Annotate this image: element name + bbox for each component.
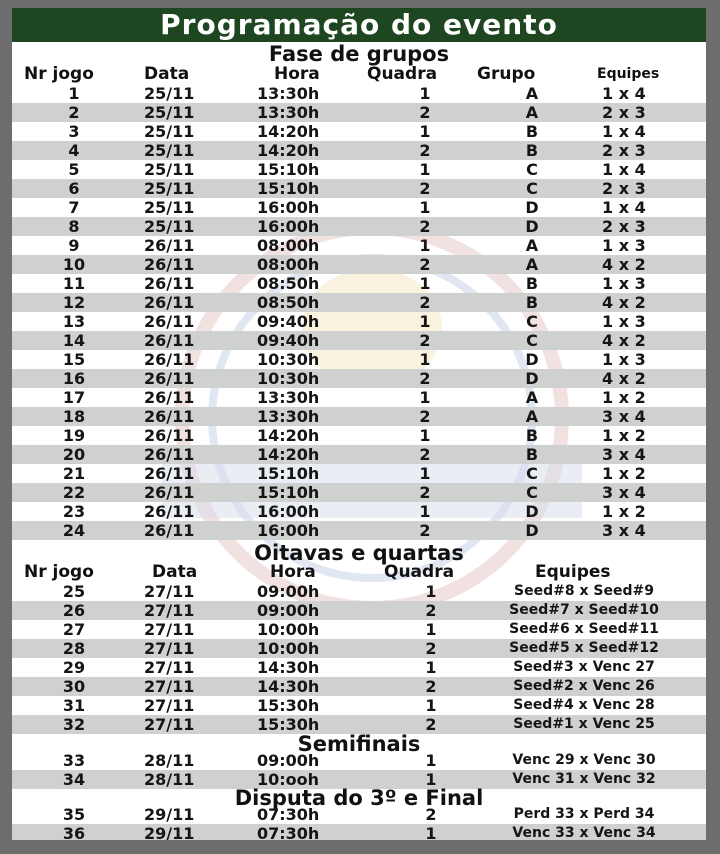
cell-date: 26/11 — [144, 255, 195, 274]
cell-date: 26/11 — [144, 445, 195, 464]
table-row — [12, 369, 706, 388]
cell-court: 1 — [419, 236, 431, 255]
cell-teams: Seed#6 x Seed#11 — [509, 621, 659, 637]
cell-game: 1 — [68, 84, 80, 103]
table-row — [12, 236, 706, 255]
cell-group: D — [525, 369, 539, 388]
cell-teams: 2 x 3 — [602, 141, 646, 160]
cell-teams: 1 x 4 — [602, 198, 646, 217]
cell-game: 19 — [62, 426, 86, 445]
cell-date: 29/11 — [144, 824, 195, 840]
table-row — [12, 677, 706, 696]
cell-court: 2 — [419, 445, 431, 464]
cell-game: 4 — [68, 141, 80, 160]
cell-court: 1 — [419, 426, 431, 445]
col-time: Hora — [274, 64, 320, 84]
cell-teams: 1 x 4 — [602, 122, 646, 141]
table-row — [12, 620, 706, 639]
cell-time: 08:00h — [257, 236, 320, 255]
cell-group: D — [525, 217, 539, 236]
cell-date: 25/11 — [144, 122, 195, 141]
cell-game: 2 — [68, 103, 80, 122]
table-row — [12, 824, 706, 840]
table-row — [12, 198, 706, 217]
table-row — [12, 388, 706, 407]
cell-date: 25/11 — [144, 84, 195, 103]
cell-teams: 4 x 2 — [602, 369, 646, 388]
cell-game: 17 — [62, 388, 86, 407]
cell-time: 16:00h — [257, 521, 320, 540]
cell-court: 2 — [425, 639, 437, 658]
cell-court: 1 — [419, 160, 431, 179]
cell-date: 26/11 — [144, 483, 195, 502]
cell-group: D — [525, 502, 539, 521]
cell-game: 9 — [68, 236, 80, 255]
cell-game: 16 — [62, 369, 86, 388]
table-row — [12, 601, 706, 620]
cell-court: 1 — [425, 658, 437, 677]
cell-date: 26/11 — [144, 331, 195, 350]
table-row — [12, 658, 706, 677]
cell-time: 15:10h — [257, 179, 320, 198]
cell-teams: 1 x 2 — [602, 502, 646, 521]
cell-court: 2 — [425, 805, 437, 824]
cell-group: C — [526, 464, 538, 483]
cell-court: 1 — [419, 312, 431, 331]
table-row — [12, 331, 706, 350]
cell-court: 2 — [419, 407, 431, 426]
cell-date: 26/11 — [144, 274, 195, 293]
col-teams: Equipes — [535, 562, 611, 582]
cell-time: 14:20h — [257, 122, 320, 141]
table-row — [12, 141, 706, 160]
cell-time: 13:30h — [257, 84, 320, 103]
table-row — [12, 805, 706, 824]
cell-date: 25/11 — [144, 103, 195, 122]
cell-time: 15:10h — [257, 160, 320, 179]
table-row — [12, 426, 706, 445]
cell-group: C — [526, 160, 538, 179]
cell-teams: 1 x 4 — [602, 84, 646, 103]
cell-game: 15 — [62, 350, 86, 369]
cell-date: 27/11 — [144, 677, 195, 696]
cell-time: 16:00h — [257, 502, 320, 521]
cell-date: 26/11 — [144, 236, 195, 255]
table-row — [12, 407, 706, 426]
cell-court: 1 — [419, 502, 431, 521]
cell-teams: Venc 29 x Venc 30 — [512, 752, 656, 768]
cell-game: 25 — [62, 582, 86, 601]
cell-court: 2 — [419, 521, 431, 540]
table-row — [12, 696, 706, 715]
cell-date: 25/11 — [144, 179, 195, 198]
cell-game: 36 — [62, 824, 86, 840]
semifinals-rows — [12, 751, 706, 789]
cell-date: 25/11 — [144, 217, 195, 236]
cell-time: 07:30h — [257, 824, 320, 840]
cell-date: 27/11 — [144, 715, 195, 734]
cell-time: 10:00h — [257, 620, 320, 639]
table-row — [12, 217, 706, 236]
cell-time: 13:30h — [257, 103, 320, 122]
cell-time: 14:20h — [257, 141, 320, 160]
table-row — [12, 464, 706, 483]
cell-teams: Seed#5 x Seed#12 — [509, 640, 659, 656]
cell-group: A — [525, 407, 539, 426]
cell-teams: Seed#8 x Seed#9 — [514, 583, 654, 599]
cell-court: 1 — [419, 274, 431, 293]
cell-date: 26/11 — [144, 521, 195, 540]
cell-game: 33 — [62, 751, 86, 770]
cell-teams: Seed#4 x Venc 28 — [513, 697, 655, 713]
cell-group: C — [526, 483, 538, 502]
page-title: Programação do evento — [160, 8, 558, 41]
cell-time: 14:20h — [257, 445, 320, 464]
cell-teams: 1 x 2 — [602, 388, 646, 407]
cell-date: 27/11 — [144, 639, 195, 658]
cell-date: 27/11 — [144, 601, 195, 620]
cell-date: 29/11 — [144, 805, 195, 824]
table-row — [12, 274, 706, 293]
cell-time: 07:30h — [257, 805, 320, 824]
cell-game: 3 — [68, 122, 80, 141]
cell-teams: Perd 33 x Perd 34 — [513, 806, 655, 822]
col-date: Data — [152, 562, 198, 582]
cell-date: 26/11 — [144, 293, 195, 312]
table-row — [12, 639, 706, 658]
cell-date: 25/11 — [144, 198, 195, 217]
schedule-sheet — [12, 8, 706, 840]
cell-court: 2 — [419, 255, 431, 274]
cell-game: 10 — [62, 255, 86, 274]
cell-time: 10:30h — [257, 369, 320, 388]
cell-teams: 3 x 4 — [602, 407, 646, 426]
col-time: Hora — [270, 562, 316, 582]
cell-court: 1 — [419, 84, 431, 103]
cell-group: B — [525, 274, 539, 293]
knockout-title: Oitavas e quartas — [254, 541, 464, 565]
cell-teams: 2 x 3 — [602, 217, 646, 236]
cell-time: 09:00h — [257, 601, 320, 620]
cell-game: 28 — [62, 639, 86, 658]
cell-date: 26/11 — [144, 426, 195, 445]
group-stage-rows — [12, 84, 706, 540]
cell-court: 1 — [425, 696, 437, 715]
cell-time: 09:00h — [257, 582, 320, 601]
cell-group: C — [526, 331, 538, 350]
cell-date: 26/11 — [144, 350, 195, 369]
cell-teams: 1 x 3 — [602, 236, 646, 255]
cell-group: B — [525, 426, 539, 445]
col-court: Quadra — [384, 562, 455, 582]
cell-time: 09:00h — [257, 751, 320, 770]
cell-teams: 3 x 4 — [602, 445, 646, 464]
semifinals-title: Semifinais — [297, 732, 421, 756]
cell-game: 34 — [62, 770, 86, 789]
cell-game: 23 — [62, 502, 86, 521]
cell-court: 2 — [419, 293, 431, 312]
cell-court: 1 — [419, 198, 431, 217]
table-row — [12, 103, 706, 122]
cell-time: 15:10h — [257, 464, 320, 483]
cell-teams: 2 x 3 — [602, 103, 646, 122]
cell-game: 21 — [62, 464, 86, 483]
cell-court: 2 — [419, 483, 431, 502]
table-row — [12, 521, 706, 540]
cell-court: 1 — [425, 620, 437, 639]
cell-date: 26/11 — [144, 407, 195, 426]
cell-teams: Seed#3 x Venc 27 — [513, 659, 655, 675]
cell-game: 5 — [68, 160, 80, 179]
cell-game: 8 — [68, 217, 80, 236]
cell-time: 13:30h — [257, 388, 320, 407]
cell-court: 1 — [425, 751, 437, 770]
table-row — [12, 751, 706, 770]
cell-date: 26/11 — [144, 464, 195, 483]
cell-court: 1 — [425, 770, 437, 789]
table-row — [12, 483, 706, 502]
col-court: Quadra — [367, 64, 438, 84]
cell-court: 2 — [425, 715, 437, 734]
table-row — [12, 84, 706, 103]
cell-court: 2 — [419, 179, 431, 198]
cell-teams: 1 x 4 — [602, 160, 646, 179]
cell-time: 16:00h — [257, 217, 320, 236]
cell-court: 2 — [419, 103, 431, 122]
cell-time: 15:30h — [257, 696, 320, 715]
table-row — [12, 350, 706, 369]
cell-date: 26/11 — [144, 388, 195, 407]
cell-court: 2 — [425, 601, 437, 620]
cell-date: 25/11 — [144, 141, 195, 160]
cell-date: 26/11 — [144, 369, 195, 388]
cell-group: B — [525, 122, 539, 141]
cell-time: 09:40h — [257, 331, 320, 350]
cell-time: 10:ooh — [257, 770, 320, 789]
cell-time: 16:00h — [257, 198, 320, 217]
cell-game: 22 — [62, 483, 86, 502]
cell-date: 27/11 — [144, 620, 195, 639]
cell-date: 27/11 — [144, 658, 195, 677]
cell-teams: 4 x 2 — [602, 331, 646, 350]
cell-game: 14 — [62, 331, 86, 350]
cell-teams: 3 x 4 — [602, 521, 646, 540]
cell-group: B — [525, 445, 539, 464]
cell-date: 25/11 — [144, 160, 195, 179]
cell-time: 09:40h — [257, 312, 320, 331]
cell-group: A — [525, 103, 539, 122]
cell-teams: 4 x 2 — [602, 293, 646, 312]
cell-date: 26/11 — [144, 312, 195, 331]
cell-game: 18 — [62, 407, 86, 426]
cell-game: 24 — [62, 521, 86, 540]
cell-time: 08:00h — [257, 255, 320, 274]
cell-group: D — [525, 198, 539, 217]
table-row — [12, 502, 706, 521]
cell-court: 2 — [419, 369, 431, 388]
cell-game: 7 — [68, 198, 80, 217]
cell-time: 13:30h — [257, 407, 320, 426]
cell-teams: 3 x 4 — [602, 483, 646, 502]
cell-court: 2 — [419, 331, 431, 350]
table-row — [12, 160, 706, 179]
cell-court: 2 — [425, 677, 437, 696]
cell-time: 14:20h — [257, 426, 320, 445]
cell-time: 15:30h — [257, 715, 320, 734]
cell-group: D — [525, 350, 539, 369]
col-group: Grupo — [477, 64, 536, 84]
table-row — [12, 582, 706, 601]
finals-rows — [12, 805, 706, 840]
cell-court: 2 — [419, 217, 431, 236]
cell-time: 14:30h — [257, 677, 320, 696]
cell-time: 08:50h — [257, 293, 320, 312]
cell-court: 1 — [425, 824, 437, 840]
cell-date: 28/11 — [144, 770, 195, 789]
cell-game: 20 — [62, 445, 86, 464]
cell-group: B — [525, 141, 539, 160]
cell-date: 26/11 — [144, 502, 195, 521]
cell-group: A — [525, 388, 539, 407]
table-row — [12, 255, 706, 274]
cell-time: 14:30h — [257, 658, 320, 677]
cell-court: 2 — [419, 141, 431, 160]
cell-court: 1 — [419, 122, 431, 141]
cell-game: 26 — [62, 601, 86, 620]
cell-game: 35 — [62, 805, 86, 824]
col-game: Nr jogo — [24, 562, 94, 582]
cell-game: 30 — [62, 677, 86, 696]
cell-time: 10:00h — [257, 639, 320, 658]
cell-game: 27 — [62, 620, 86, 639]
cell-time: 08:50h — [257, 274, 320, 293]
cell-group: A — [525, 236, 539, 255]
cell-time: 10:30h — [257, 350, 320, 369]
cell-group: A — [525, 84, 539, 103]
group-stage-header — [12, 64, 706, 84]
finals-title: Disputa do 3º e Final — [234, 786, 484, 810]
cell-teams: Seed#2 x Venc 26 — [513, 678, 655, 694]
cell-group: D — [525, 521, 539, 540]
cell-teams: 1 x 3 — [602, 350, 646, 369]
cell-court: 1 — [425, 582, 437, 601]
cell-game: 29 — [62, 658, 86, 677]
cell-court: 1 — [419, 464, 431, 483]
cell-teams: 1 x 2 — [602, 426, 646, 445]
group-stage-title: Fase de grupos — [268, 42, 450, 66]
cell-date: 28/11 — [144, 751, 195, 770]
knockout-header — [12, 562, 706, 582]
cell-game: 32 — [62, 715, 86, 734]
cell-group: C — [526, 312, 538, 331]
table-row — [12, 179, 706, 198]
cell-game: 31 — [62, 696, 86, 715]
cell-teams: Venc 31 x Venc 32 — [512, 771, 656, 787]
cell-date: 27/11 — [144, 582, 195, 601]
table-row — [12, 312, 706, 331]
cell-time: 15:10h — [257, 483, 320, 502]
cell-teams: 1 x 3 — [602, 312, 646, 331]
cell-game: 11 — [62, 274, 86, 293]
col-game: Nr jogo — [24, 64, 94, 84]
cell-game: 13 — [62, 312, 86, 331]
cell-teams: 1 x 3 — [602, 274, 646, 293]
cell-game: 6 — [68, 179, 80, 198]
cell-game: 12 — [62, 293, 86, 312]
cell-teams: 2 x 3 — [602, 179, 646, 198]
cell-teams: 1 x 2 — [602, 464, 646, 483]
knockout-rows — [12, 582, 706, 734]
cell-court: 1 — [419, 388, 431, 407]
cell-teams: Seed#1 x Venc 25 — [513, 716, 655, 732]
cell-teams: 4 x 2 — [602, 255, 646, 274]
cell-group: B — [525, 293, 539, 312]
col-date: Data — [144, 64, 190, 84]
table-row — [12, 293, 706, 312]
cell-group: A — [525, 255, 539, 274]
cell-date: 27/11 — [144, 696, 195, 715]
table-row — [12, 122, 706, 141]
cell-teams: Seed#7 x Seed#10 — [509, 602, 659, 618]
table-row — [12, 445, 706, 464]
cell-teams: Venc 33 x Venc 34 — [512, 825, 656, 840]
cell-group: C — [526, 179, 538, 198]
col-teams: Equipes — [597, 66, 660, 82]
cell-court: 1 — [419, 350, 431, 369]
